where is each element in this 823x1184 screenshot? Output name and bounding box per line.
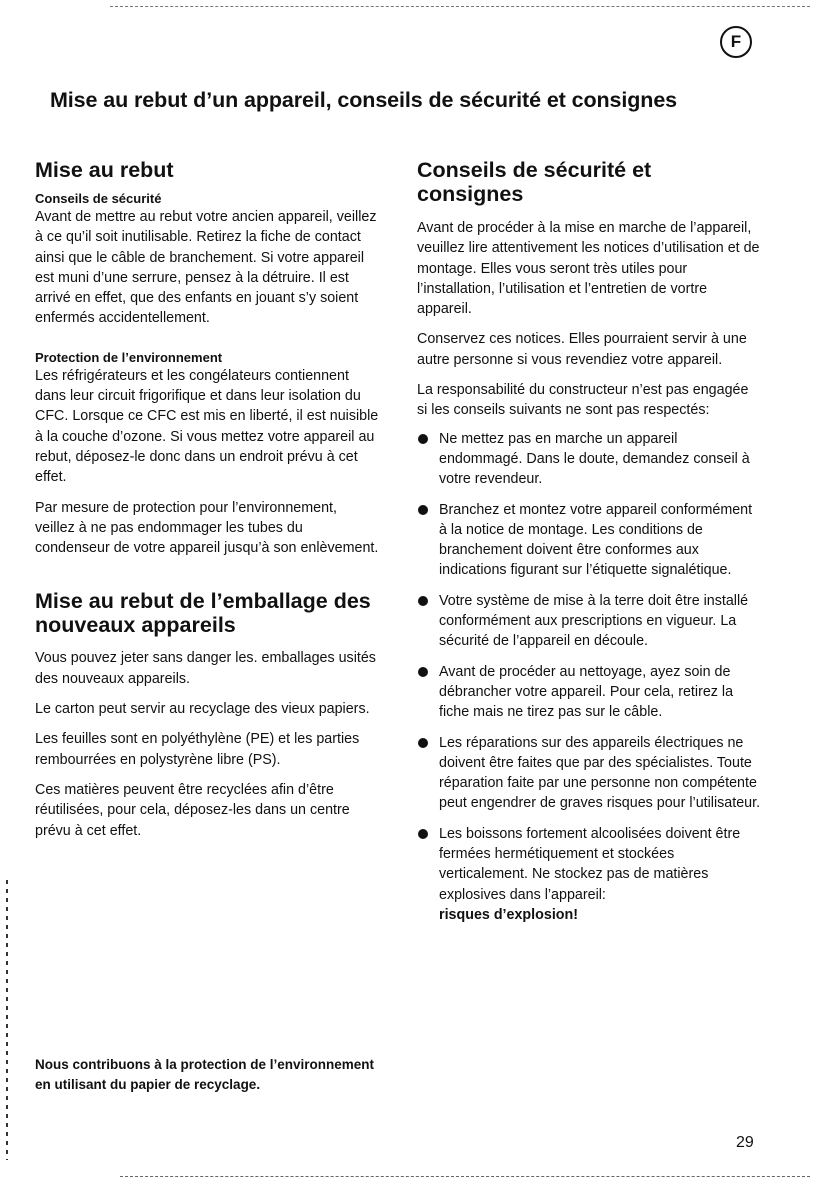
bullet-icon	[418, 667, 428, 677]
bullet-text: Les réparations sur des appareils électriques ne doivent être faites que par des spécialistes. Toute réparation faite par une personne non compétente peut engendrer de graves risques pour l’utilisateur.	[439, 734, 761, 812]
bullet-icon	[418, 434, 428, 444]
list-item	[417, 733, 762, 814]
bullet-text: Votre système de mise à la terre doit être installé conformément aux prescriptions en vigueur. La sécurité de l’appareil en découle.	[439, 592, 749, 650]
page-title: Mise au rebut d’un appareil, conseils de sécurité et consignes	[50, 88, 678, 112]
section-heading-disposal: Mise au rebut	[35, 158, 174, 182]
list-item	[417, 824, 762, 925]
language-badge: F	[720, 26, 752, 58]
section-heading-packaging: Mise au rebut de l’emballage des nouveaux appareils	[35, 589, 371, 638]
subheading-safety: Conseils de sécurité	[35, 191, 162, 206]
explosion-warning: risques d’explosion!	[439, 906, 579, 923]
bottom-dashed-edge	[120, 1176, 810, 1177]
list-item	[417, 591, 762, 652]
right-column	[417, 158, 762, 935]
bullet-icon	[418, 738, 428, 748]
paragraph-packaging-2: Le carton peut servir au recyclage des vieux papiers.	[35, 701, 370, 718]
bullet-icon	[418, 596, 428, 606]
paragraph-environment-1: Les réfrigérateurs et les congélateurs contiennent dans leur circuit frigorifique et dans leur isolation du CFC. Lorsque ce CFC est mis en liberté, il est nuisible à la couche d’ozone. Si vous mettez votre appareil au rebut, déposez-le donc dans un endroit prévu à cet effet.	[35, 367, 379, 486]
bullet-text: Ne mettez pas en marche un appareil endommagé. Dans le doute, demandez conseil à votre revendeur.	[439, 430, 750, 488]
paragraph-intro-3: La responsabilité du constructeur n’est pas engagée si les conseils suivants ne sont pas respectés:	[417, 382, 749, 419]
subheading-environment: Protection de l’environnement	[35, 349, 223, 365]
page-number: 29	[736, 1134, 754, 1151]
list-item	[417, 500, 762, 581]
paragraph-packaging-1: Vous pouvez jeter sans danger les. emballages usités des nouveaux appareils.	[35, 650, 376, 687]
bullet-icon	[418, 505, 428, 515]
recycled-paper-note: Nous contribuons à la protection de l’environnement en utilisant du papier de recyclage.	[35, 1057, 375, 1092]
bullet-text: Avant de procéder au nettoyage, ayez soin de débrancher votre appareil. Pour cela, retirez la fiche mais ne tirez pas sur le câble.	[439, 663, 734, 721]
left-scan-edge	[6, 880, 8, 1160]
paragraph-safety: Avant de mettre au rebut votre ancien appareil, veillez à ce qu’il soit inutilisable. Retirez la fiche de contact ainsi que le câble de branchement. Si votre appareil est muni d’une serrure, pensez à la détruire. Il est arrivé en effet, que des enfants en jouant s’y soient enfermés accidentellement.	[35, 209, 377, 327]
list-item	[417, 662, 762, 723]
paragraph-intro-2: Conservez ces notices. Elles pourraient servir à une autre personne si vous revendiez votre appareil.	[417, 331, 747, 368]
safety-list	[417, 429, 762, 926]
paragraph-packaging-4: Ces matières peuvent être recyclées afin d’être réutilisées, pour cela, déposez-les dans un centre prévu à cet effet.	[35, 781, 350, 839]
bullet-icon	[418, 829, 428, 839]
left-column	[35, 158, 380, 841]
paragraph-environment-2: Par mesure de protection pour l’environnement, veillez à ne pas endommager les tubes du condenseur de votre appareil jusqu’à son enlèvement.	[35, 499, 379, 557]
paragraph-intro-1: Avant de procéder à la mise en marche de l’appareil, veuillez lire attentivement les notices d’utilisation et de montage. Elles vous seront très utiles pour l’installation, l’utilisation et l’entretien de vortre appareil.	[417, 220, 760, 318]
list-item	[417, 429, 762, 490]
bullet-text: Les boissons fortement alcoolisées doivent être fermées hermétiquement et stockées verticalement. Ne stockez pas de matières explosives dans l’appareil:	[439, 825, 741, 903]
paragraph-packaging-3: Les feuilles sont en polyéthylène (PE) et les parties rembourrées en polystyrène libre (PS).	[35, 731, 360, 768]
top-dashed-edge	[110, 6, 810, 7]
bullet-text: Branchez et montez votre appareil conformément à la notice de montage. Les conditions de branchement doivent être conformes aux indications figurant sur l’étiquette signalétique.	[439, 501, 753, 579]
section-heading-safety: Conseils de sécurité et consignes	[417, 158, 652, 206]
